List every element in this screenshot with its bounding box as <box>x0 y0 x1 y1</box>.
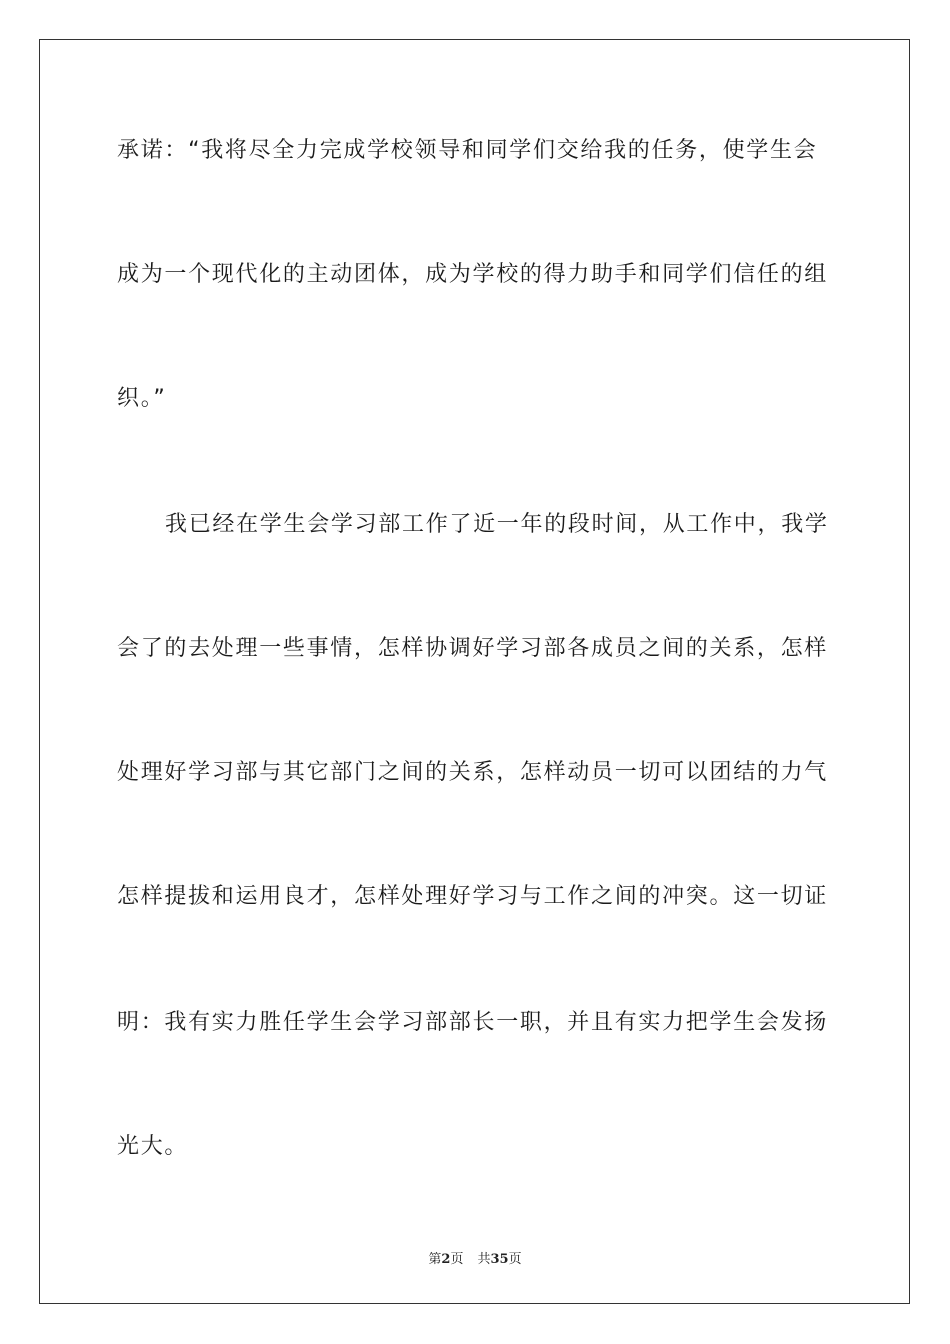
body-line-6: 处理好学习部与其它部门之间的关系，怎样动员一切可以团结的力气 <box>117 760 829 785</box>
page-footer <box>0 1248 950 1267</box>
body-line-3: 织。” <box>117 386 167 411</box>
footer-page-suffix: 页 <box>450 1252 464 1267</box>
body-line-2: 成为一个现代化的主动团体，成为学校的得力助手和同学们信任的组 <box>117 262 829 287</box>
body-line-9: 光大。 <box>117 1134 189 1159</box>
body-line-5: 会了的去处理一些事情，怎样协调好学习部各成员之间的关系，怎样 <box>117 636 829 661</box>
body-line-4: 我已经在学生会学习部工作了近一年的段时间，从工作中，我学 <box>165 512 829 537</box>
body-line-7: 怎样提拔和运用良才，怎样处理好学习与工作之间的冲突。这一切证 <box>117 884 829 909</box>
body-line-8: 明：我有实力胜任学生会学习部部长一职，并且有实力把学生会发扬 <box>117 1010 829 1035</box>
footer-page-number: 2 <box>441 1252 451 1267</box>
footer-total-prefix: 共 <box>477 1252 491 1267</box>
footer-page-prefix: 第 <box>428 1252 442 1267</box>
footer-total-pages: 35 <box>490 1252 509 1267</box>
body-line-1: 承诺：“我将尽全力完成学校领导和同学们交给我的任务，使学生会 <box>117 138 818 163</box>
footer-total-suffix: 页 <box>508 1252 522 1267</box>
page-border <box>39 39 910 1304</box>
